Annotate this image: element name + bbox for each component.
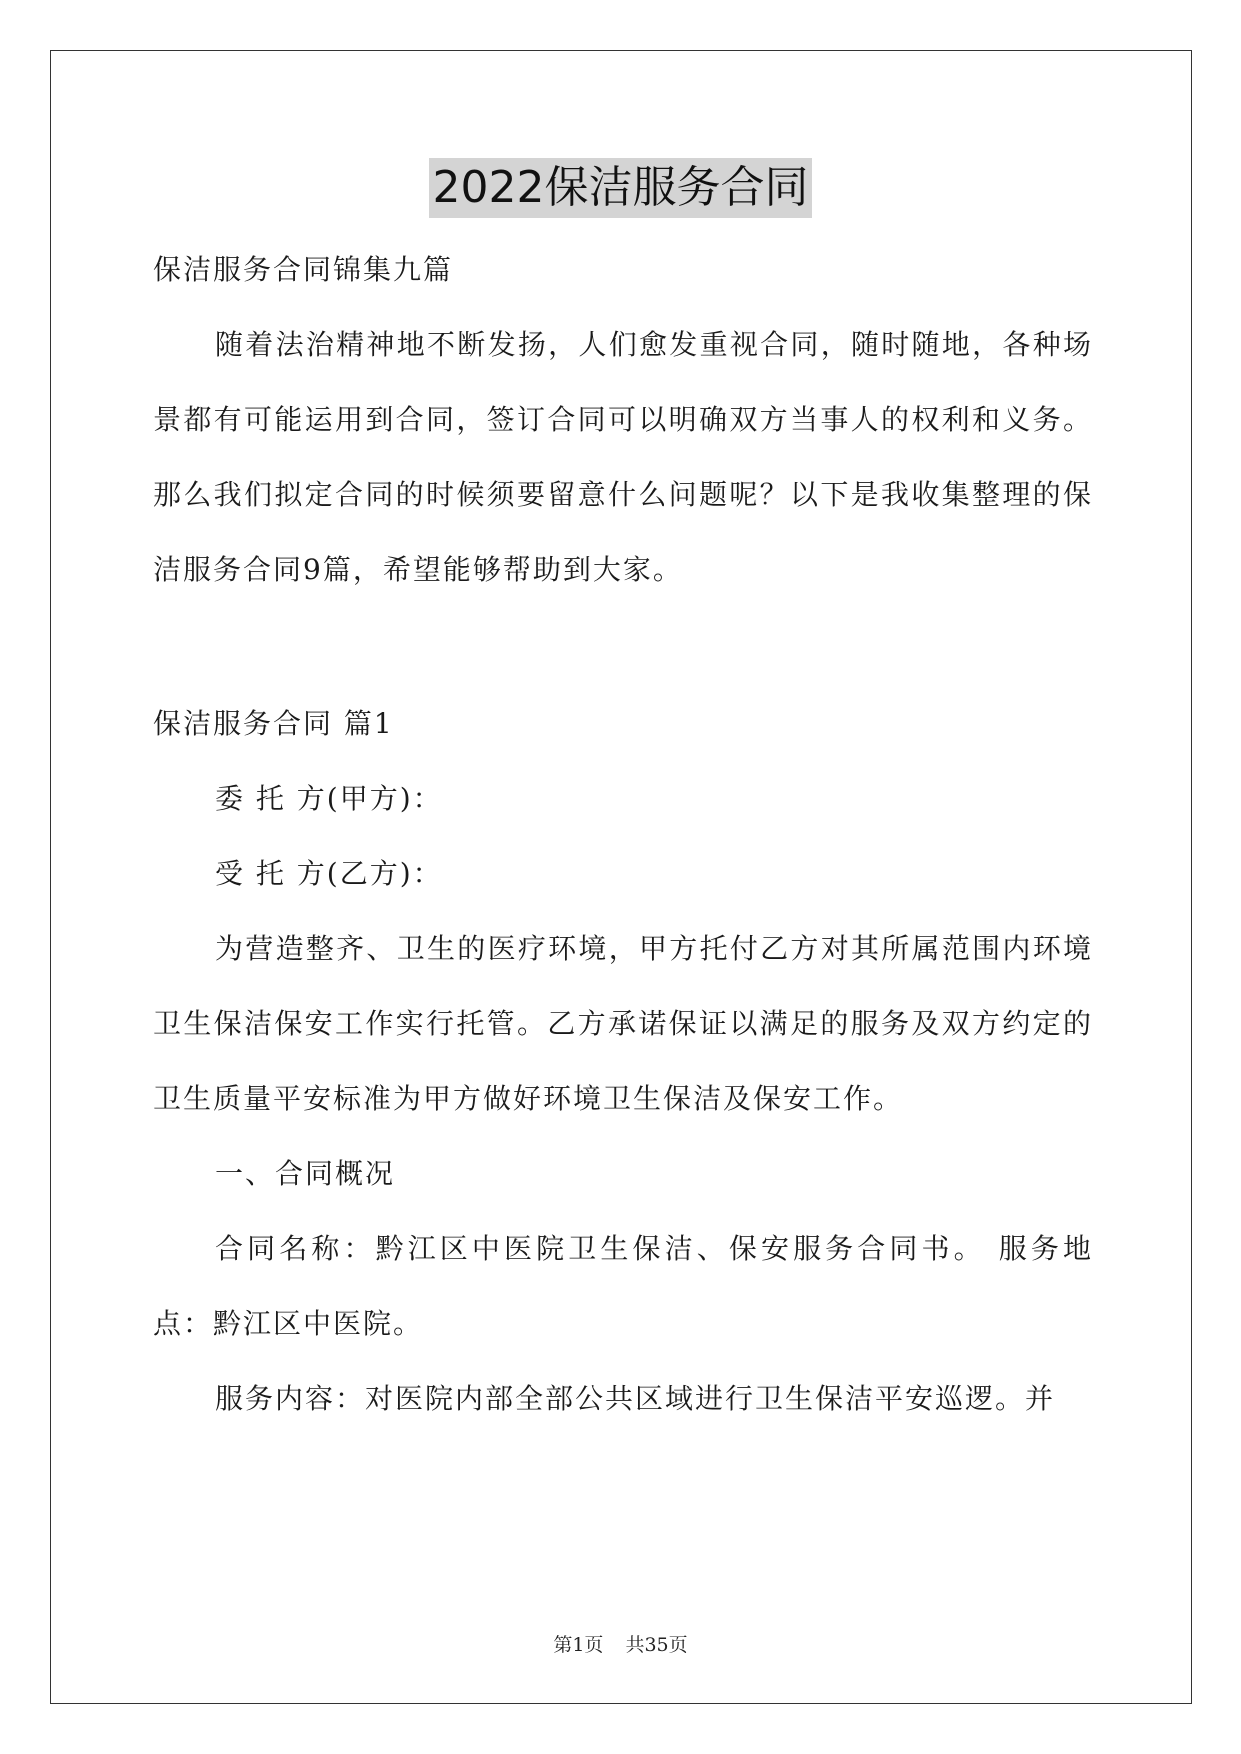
page-number: 第1页 [553,1634,604,1656]
page-total: 共35页 [625,1634,688,1656]
title-container [0,158,1241,218]
subtitle: 保洁服务合同锦集九篇 [153,253,454,286]
party-b-line: 受 托 方(乙方)： [215,857,443,890]
party-a-line: 委 托 方(甲方)： [215,782,443,815]
document-title: 2022保洁服务合同 [429,158,813,218]
document-body [153,232,1093,1436]
page-footer [0,1630,1241,1657]
purpose-paragraph: 为营造整齐、卫生的医疗环境，甲方托付乙方对其所属范围内环境卫生保洁保安工作实行托管。乙方承诺保证以满足的服务及双方约定的卫生质量平安标准为甲方做好环境卫生保洁及保安工作。 [153,932,1093,1115]
section-heading: 保洁服务合同 篇1 [153,707,394,740]
clause-heading: 一、合同概况 [215,1157,396,1190]
service-content-paragraph: 服务内容：对医院内部全部公共区域进行卫生保洁平安巡逻。并 [215,1382,1056,1415]
intro-paragraph: 随着法治精神地不断发扬，人们愈发重视合同，随时随地，各种场景都有可能运用到合同，签订合同可以明确双方当事人的权利和义务。那么我们拟定合同的时候须要留意什么问题呢？以下是我收集整理的保洁服务合同9篇，希望能够帮助到大家。 [153,328,1093,586]
section-spacer [153,607,1093,686]
contract-name-paragraph: 合同名称：黔江区中医院卫生保洁、保安服务合同书。 服务地点：黔江区中医院。 [153,1232,1093,1340]
